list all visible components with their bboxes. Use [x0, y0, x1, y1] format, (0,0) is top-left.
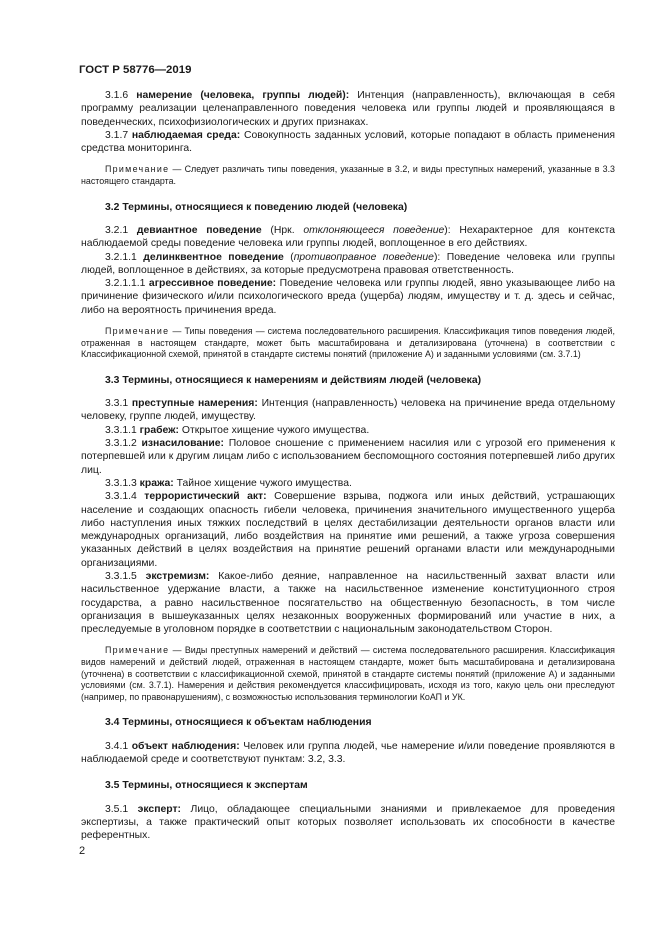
- term-3-3-1-2: 3.3.1.2 изнасилование: Половое сношение с применением насилия или с угрозой его применения к потерпевшей или к другим лицам либо с использованием беспомощного состояния потерпевшей либо других лиц.: [81, 438, 616, 476]
- term-3-2-1-1-1: 3.2.1.1.1 агрессивное поведение: Поведение человека или группы людей, явно указывающее либо на причинение физического и/или психологического вреда (ущерба) людям, имуществу и т. д. здесь и сейчас, либо на вероятность причинения вреда.: [81, 278, 615, 316]
- term-3-1-6: 3.1.6 намерение (человека, группы людей): Интенция (направленность), включающая в себя программу реализации целенаправленного поведения человека или группы людей и проявляющаяся в поведенческих, психофизиологических и других признаках.: [81, 90, 615, 128]
- section-heading-3-5: 3.5 Термины, относящиеся к экспертам: [105, 780, 308, 792]
- term-3-3-1-3: 3.3.1.3 кража: Тайное хищение чужого имущества.: [105, 477, 352, 489]
- section-heading-3-3: 3.3 Термины, относящиеся к намерениям и действиям людей (человека): [105, 374, 482, 386]
- section-heading-3-2: 3.2 Термины, относящиеся к поведению людей (человека): [105, 201, 408, 213]
- page-number: 2: [79, 845, 86, 857]
- note-2: Примечание — Типы поведения — система последовательного расширения. Классификация типов поведения людей, отраженная в настоящем стандарте, может быть масштабирована и детализирована (уточнена) в соответствии с Классификационной схемой, принятой в стандарте системы понятий (приложение А) и заданными условиями (см. 3.7.1): [81, 326, 615, 360]
- standard-header: ГОСТ Р 58776—2019: [79, 64, 192, 76]
- term-3-3-1-5: 3.3.1.5 экстремизм: Какое-либо деяние, направленное на насильственный захват власти или насильственное удержание власти, а также на насильственное изменение конституционного строя государства, а равно насильственное посягательство на общественную безопасность, в том числе организация в вышеуказанных целях незаконных вооруженных формирований или участие в них, а преследуемые в уголовном порядке в соответствии с национальным законодательством Сторон.: [81, 570, 616, 636]
- term-3-3-1-1: 3.3.1.1 грабеж: Открытое хищение чужого имущества.: [105, 424, 370, 436]
- term-3-2-1: 3.2.1 девиантное поведение (Нрк. отклоняющееся поведение): Нехарактерное для контекста наблюдаемой среды поведение человека или группы людей, воплощенное в его действиях.: [81, 224, 615, 250]
- term-3-4-1: 3.4.1 объект наблюдения: Человек или группа людей, чье намерение и/или поведение проявляются в наблюдаемой среде и соответствуют пунктам: 3.2, 3.3.: [81, 740, 616, 766]
- term-3-3-1: 3.3.1 преступные намерения: Интенция (направленность) человека на причинение вреда отдельному человеку, группе людей, имуществу.: [81, 398, 616, 423]
- document-body: [81, 89, 615, 843]
- term-3-2-1-1: 3.2.1.1 делинквентное поведение (противоправное поведение): Поведение человека или группы людей, воплощенное в действиях, за которые предусмотрена правовая ответственность.: [81, 251, 615, 276]
- term-3-1-7: 3.1.7 наблюдаемая среда: Совокупность заданных условий, которые попадают в область применения средства мониторинга.: [81, 129, 615, 155]
- term-3-5-1: 3.5.1 эксперт: Лицо, обладающее специальными знаниями и привлекаемое для проведения экспертизы, а также практический опыт которых позволяет использовать их способности в качестве референтных.: [81, 803, 616, 842]
- note-1: Примечание — Следует различать типы поведения, указанные в 3.2, и виды преступных намерений, указанные в 3.3 настоящего стандарта.: [81, 164, 615, 187]
- section-heading-3-4: 3.4 Термины, относящиеся к объектам наблюдения: [105, 717, 372, 729]
- term-3-3-1-4: 3.3.1.4 террористический акт: Совершение взрыва, поджога или иных действий, устрашающих население и создающих опасность гибели человека, причинения значительного имущественного ущерба либо наступления иных тяжких последствий в целях дестабилизации деятельности органов власти или международных организаций, либо воздействия на принятие ими решений, а также угроза совершения указанных действий в целях воздействия на принятие решений органами власти или международными организациями.: [81, 491, 615, 569]
- note-3: Примечание — Виды преступных намерений и действий — система последовательного расширения. Классификация видов намерений и действий людей, отраженная в настоящем стандарте, может быть масштабирована и детализирована (уточнена) в соответствии с классификационной схемой, принятой в стандарте системы понятий (приложение А) и заданными условиями (см. 3.7.1). Намерения и действия рекомендуется классифицировать, исходя из того, какую цель они преследуют (например, по правонарушениям), с возможностью использования терминологии КоАП и УК.: [81, 645, 615, 702]
